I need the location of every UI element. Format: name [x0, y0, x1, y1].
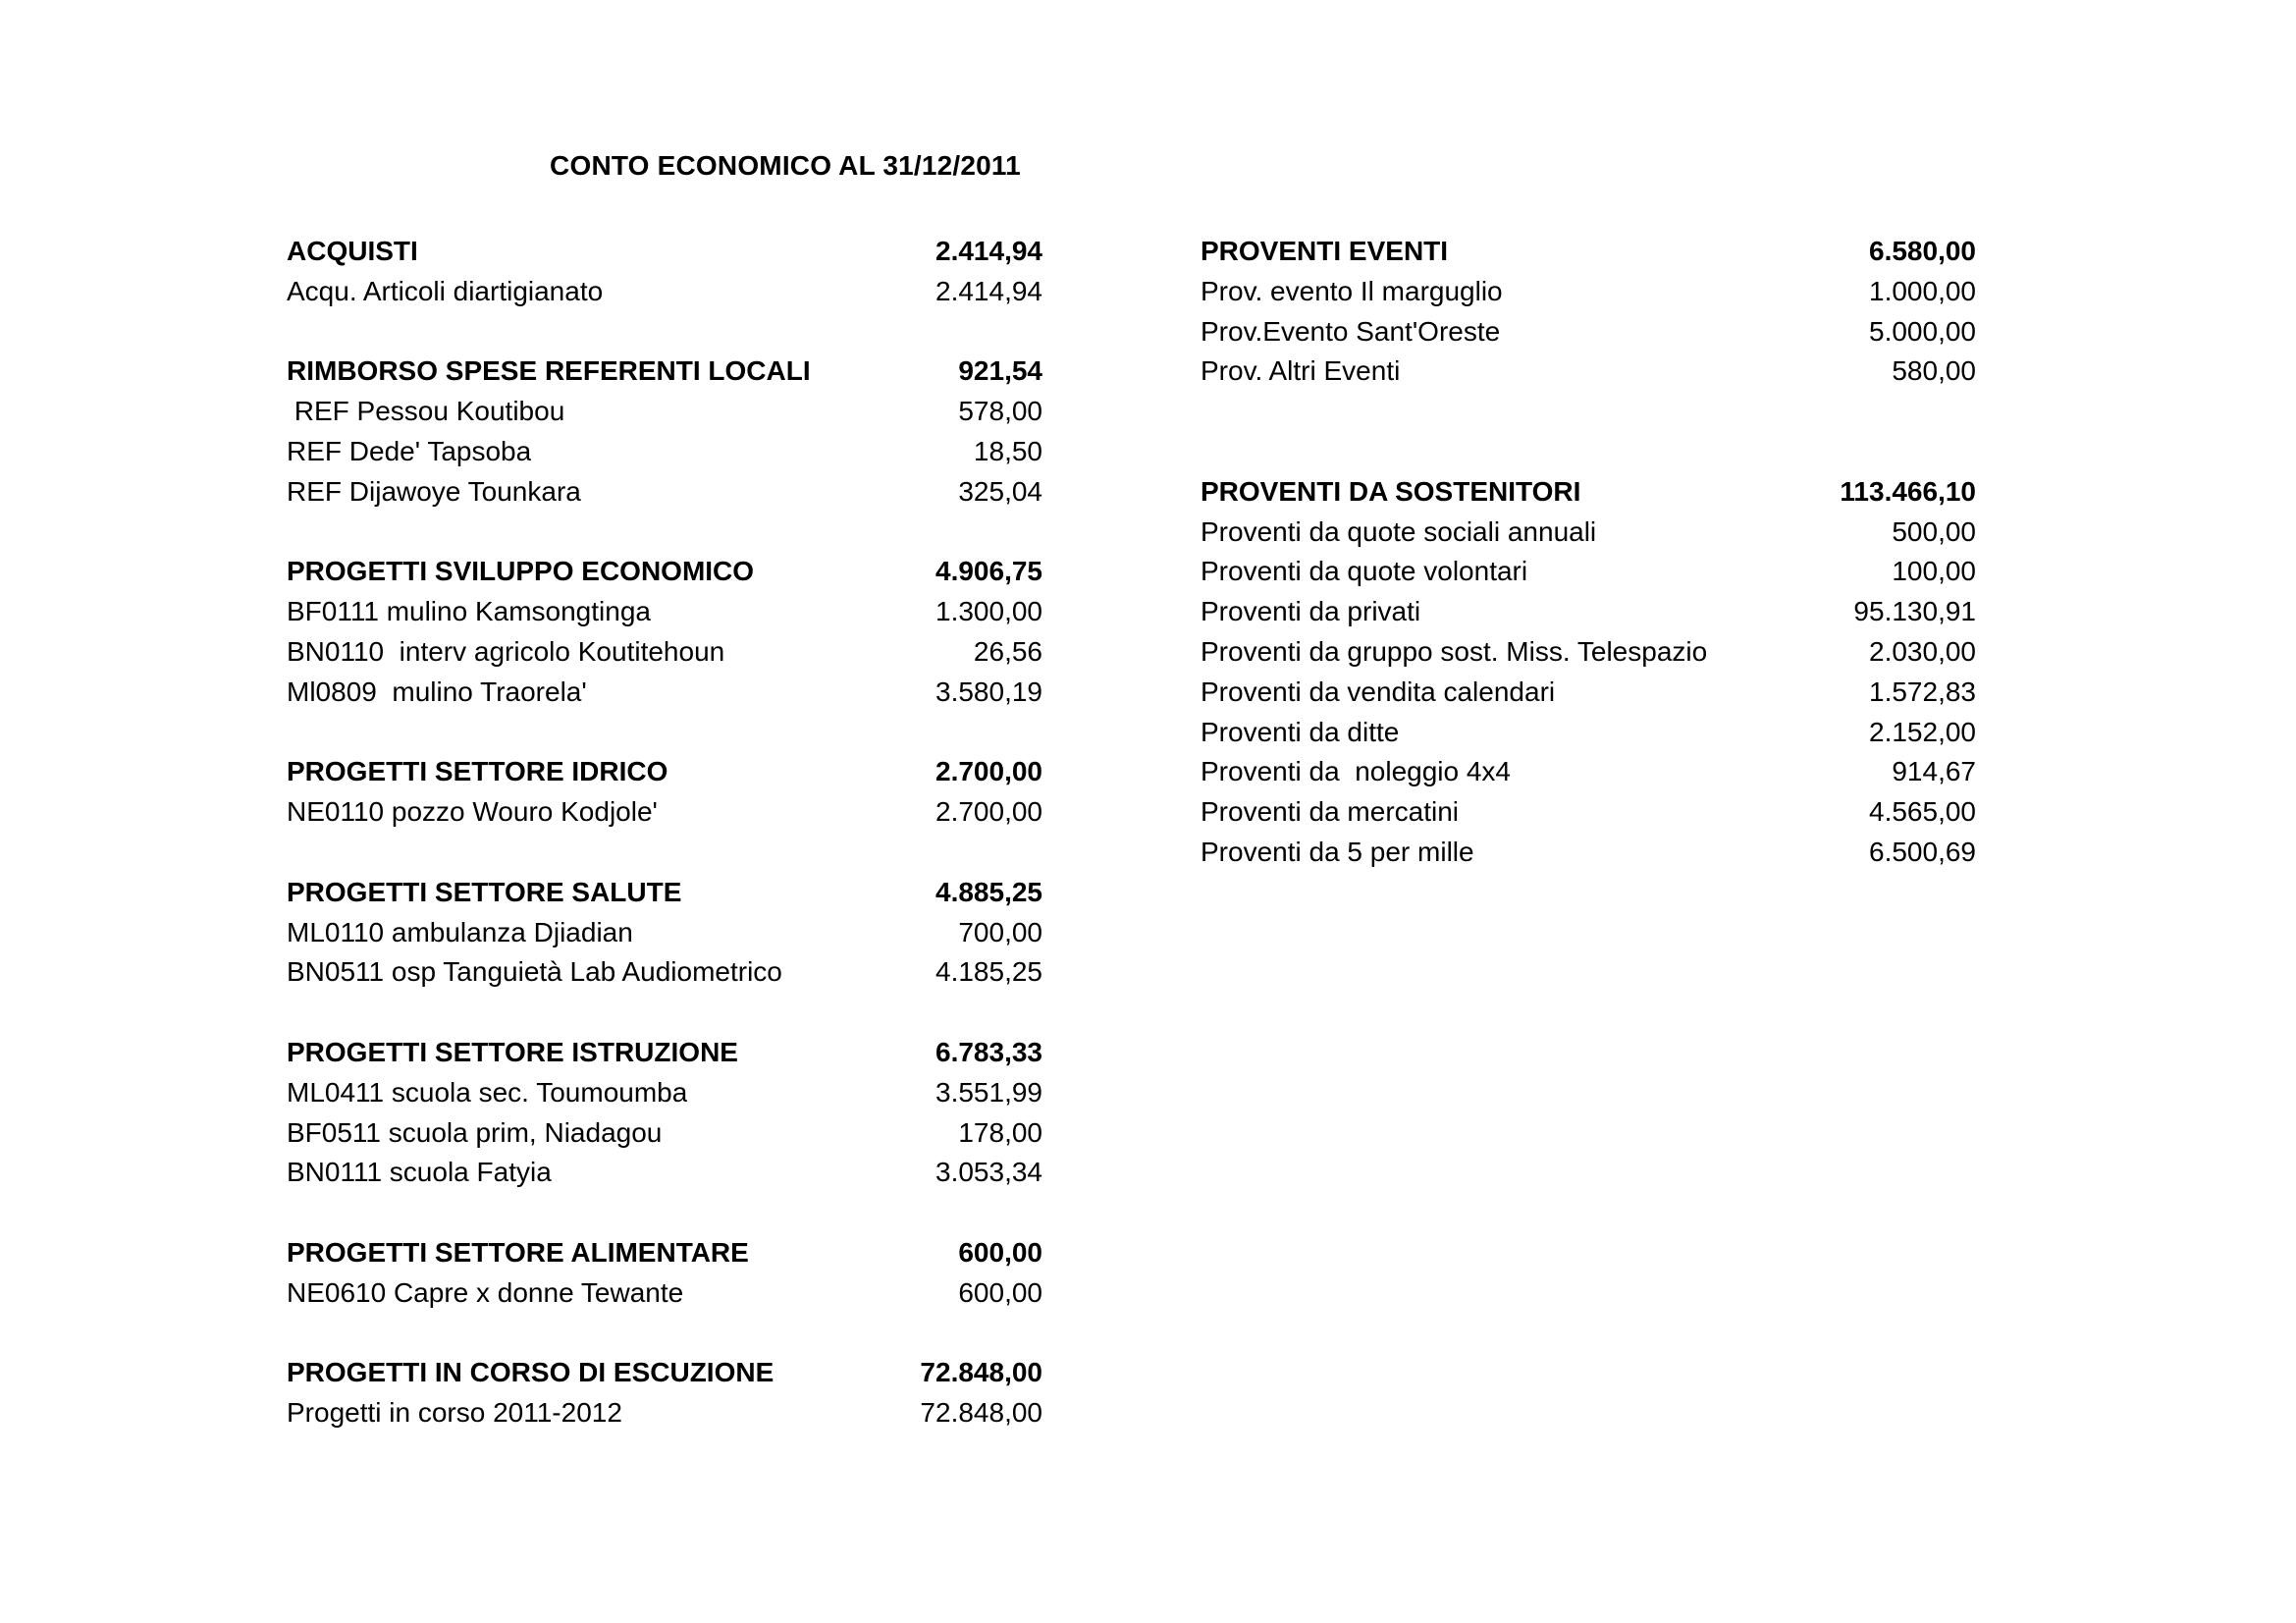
section-spacer — [287, 312, 1042, 352]
section-header-label: PROVENTI DA SOSTENITORI — [1201, 475, 1581, 507]
section-spacer — [287, 1314, 1042, 1354]
line-item-amount: 2.700,00 — [935, 796, 1042, 828]
line-item — [1201, 592, 1976, 632]
line-item-label: Proventi da mercatini — [1201, 796, 1460, 828]
section-progetti-in-corso-di-escuzione — [287, 1353, 1042, 1434]
line-item-label: Proventi da vendita calendari — [1201, 676, 1556, 707]
section-header — [1201, 232, 1976, 272]
line-item — [1201, 833, 1976, 873]
line-item-amount: 580,00 — [1892, 355, 1976, 387]
line-item — [287, 632, 1042, 673]
line-item-label: Proventi da ditte — [1201, 716, 1400, 747]
line-item-amount: 100,00 — [1892, 556, 1976, 587]
section-progetti-sviluppo-economico — [287, 552, 1042, 712]
line-item — [287, 952, 1042, 993]
line-item-label: Prov.Evento Sant'Oreste — [1201, 315, 1501, 347]
line-item — [287, 1393, 1042, 1434]
line-item-amount: 95.130,91 — [1853, 596, 1976, 627]
revenues-column — [1201, 232, 1976, 873]
section-proventi-eventi — [1201, 232, 1976, 392]
section-header — [287, 352, 1042, 392]
line-item-amount: 3.580,19 — [935, 676, 1042, 707]
section-header — [287, 1353, 1042, 1393]
line-item — [1201, 792, 1976, 833]
section-spacer — [287, 513, 1042, 553]
section-header-label: PROGETTI IN CORSO DI ESCUZIONE — [287, 1357, 774, 1388]
line-item-label: BF0111 mulino Kamsongtinga — [287, 596, 651, 627]
section-total-amount: 72.848,00 — [920, 1357, 1042, 1388]
line-item-amount: 4.565,00 — [1869, 796, 1976, 828]
line-item-label: Proventi da noleggio 4x4 — [1201, 756, 1511, 787]
line-item — [1201, 673, 1976, 713]
section-header — [287, 1233, 1042, 1273]
line-item-amount: 72.848,00 — [920, 1397, 1042, 1429]
section-progetti-settore-salute — [287, 873, 1042, 993]
section-total-amount: 113.466,10 — [1840, 475, 1976, 507]
line-item — [1201, 752, 1976, 792]
section-header-label: PROGETTI SETTORE ALIMENTARE — [287, 1236, 749, 1268]
costs-column — [287, 232, 1042, 1434]
line-item-label: Proventi da quote sociali annuali — [1201, 515, 1597, 547]
section-header-label: PROGETTI SVILUPPO ECONOMICO — [287, 556, 755, 587]
line-item-label: ML0411 scuola sec. Toumoumba — [287, 1076, 688, 1108]
line-item-label: Proventi da quote volontari — [1201, 556, 1528, 587]
line-item-label: BN0511 osp Tanguietà Lab Audiometrico — [287, 956, 782, 988]
section-header-label: PROVENTI EVENTI — [1201, 236, 1449, 266]
line-item-label: Acqu. Articoli diartigianato — [287, 275, 604, 306]
section-header-label: ACQUISTI — [287, 236, 418, 266]
section-spacer — [287, 833, 1042, 873]
line-item-label: ML0110 ambulanza Djiadian — [287, 916, 633, 947]
section-header-label: RIMBORSO SPESE REFERENTI LOCALI — [287, 355, 811, 387]
section-progetti-settore-idrico — [287, 752, 1042, 833]
line-item-label: REF Pessou Koutibou — [287, 396, 565, 427]
line-item-label: Proventi da privati — [1201, 596, 1421, 627]
section-acquisti — [287, 232, 1042, 312]
line-item — [1201, 513, 1976, 553]
page-title: CONTO ECONOMICO AL 31/12/2011 — [550, 150, 1021, 181]
line-item-amount: 3.053,34 — [935, 1157, 1042, 1188]
section-proventi-da-sostenitori — [1201, 472, 1976, 873]
line-item-label: REF Dede' Tapsoba — [287, 435, 532, 466]
section-header — [287, 552, 1042, 592]
section-spacer — [287, 713, 1042, 753]
line-item — [287, 1153, 1042, 1193]
line-item-amount: 325,04 — [958, 475, 1042, 507]
line-item-label: BF0511 scuola prim, Niadagou — [287, 1116, 663, 1148]
section-header — [287, 1033, 1042, 1073]
line-item-label: BN0111 scuola Fatyia — [287, 1157, 552, 1188]
section-header — [287, 232, 1042, 272]
section-spacer — [287, 993, 1042, 1033]
line-item-amount: 2.152,00 — [1869, 716, 1976, 747]
line-item-label: BN0110 interv agricolo Koutitehoun — [287, 635, 725, 667]
line-item-label: Proventi da gruppo sost. Miss. Telespazio — [1201, 635, 1708, 667]
line-item-label: NE0610 Capre x donne Tewante — [287, 1276, 684, 1308]
section-total-amount: 6.783,33 — [935, 1036, 1042, 1067]
section-header — [1201, 472, 1976, 513]
section-header-label: PROGETTI SETTORE ISTRUZIONE — [287, 1036, 738, 1067]
line-item-amount: 578,00 — [958, 396, 1042, 427]
section-total-amount: 2.414,94 — [935, 236, 1042, 266]
line-item-amount: 6.500,69 — [1869, 836, 1976, 867]
line-item — [287, 792, 1042, 833]
line-item-amount: 4.185,25 — [935, 956, 1042, 988]
line-item-amount: 700,00 — [958, 916, 1042, 947]
line-item-amount: 18,50 — [973, 435, 1042, 466]
line-item — [287, 432, 1042, 472]
line-item — [287, 592, 1042, 632]
section-header — [287, 873, 1042, 913]
section-total-amount: 4.885,25 — [935, 876, 1042, 907]
line-item — [1201, 272, 1976, 312]
line-item-amount: 914,67 — [1892, 756, 1976, 787]
line-item — [287, 392, 1042, 432]
line-item — [1201, 352, 1976, 392]
section-total-amount: 600,00 — [958, 1236, 1042, 1268]
line-item — [287, 1113, 1042, 1154]
line-item-label: REF Dijawoye Tounkara — [287, 475, 581, 507]
line-item — [287, 472, 1042, 513]
section-header-label: PROGETTI SETTORE SALUTE — [287, 876, 682, 907]
line-item-amount: 5.000,00 — [1869, 315, 1976, 347]
line-item — [287, 673, 1042, 713]
line-item — [1201, 632, 1976, 673]
line-item-amount: 1.300,00 — [935, 596, 1042, 627]
section-total-amount: 2.700,00 — [935, 756, 1042, 787]
line-item-amount: 2.030,00 — [1869, 635, 1976, 667]
line-item — [287, 1073, 1042, 1113]
line-item-amount: 26,56 — [973, 635, 1042, 667]
line-item-amount: 600,00 — [958, 1276, 1042, 1308]
line-item-label: Prov. evento Il marguglio — [1201, 275, 1503, 306]
line-item — [287, 913, 1042, 953]
line-item-label: Proventi da 5 per mille — [1201, 836, 1474, 867]
line-item-label: Ml0809 mulino Traorela' — [287, 676, 587, 707]
line-item-amount: 3.551,99 — [935, 1076, 1042, 1108]
line-item — [287, 272, 1042, 312]
section-header-label: PROGETTI SETTORE IDRICO — [287, 756, 668, 787]
section-spacer — [1201, 392, 1976, 432]
line-item — [1201, 713, 1976, 753]
line-item-label: Progetti in corso 2011-2012 — [287, 1397, 622, 1429]
section-header — [287, 752, 1042, 792]
line-item — [1201, 552, 1976, 592]
section-spacer — [1201, 432, 1976, 472]
line-item-label: Prov. Altri Eventi — [1201, 355, 1401, 387]
line-item-amount: 1.000,00 — [1869, 275, 1976, 306]
section-total-amount: 4.906,75 — [935, 556, 1042, 587]
line-item — [287, 1273, 1042, 1314]
line-item — [1201, 312, 1976, 352]
section-progetti-settore-alimentare — [287, 1233, 1042, 1314]
line-item-label: NE0110 pozzo Wouro Kodjole' — [287, 796, 658, 828]
section-total-amount: 921,54 — [958, 355, 1042, 387]
line-item-amount: 2.414,94 — [935, 275, 1042, 306]
line-item-amount: 500,00 — [1892, 515, 1976, 547]
line-item-amount: 178,00 — [958, 1116, 1042, 1148]
section-spacer — [287, 1193, 1042, 1233]
section-progetti-settore-istruzione — [287, 1033, 1042, 1193]
section-rimborso-spese-referenti-locali — [287, 352, 1042, 512]
section-total-amount: 6.580,00 — [1869, 236, 1976, 266]
line-item-amount: 1.572,83 — [1869, 676, 1976, 707]
